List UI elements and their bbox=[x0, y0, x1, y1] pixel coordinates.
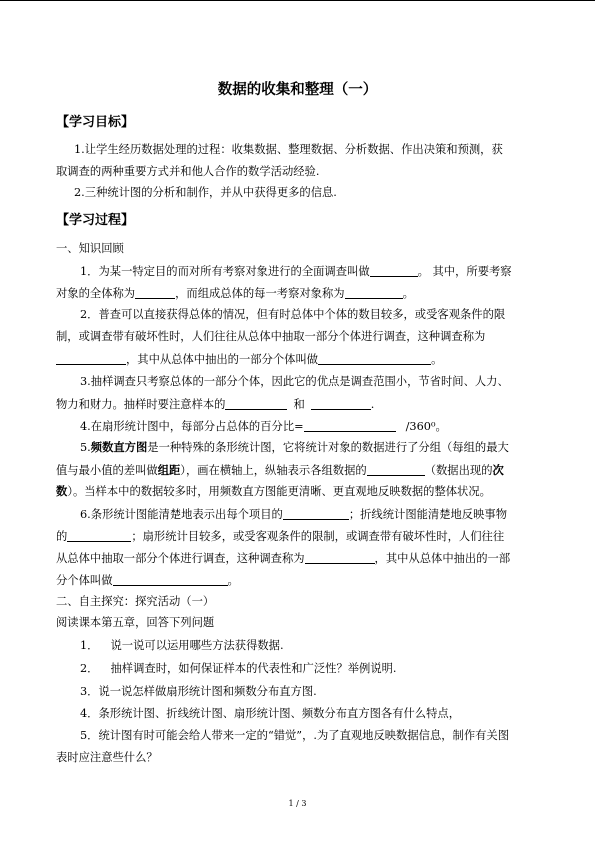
heading-learning-process: 【学习过程】 bbox=[56, 213, 135, 228]
review-q3-line-1: 3.抽样调查只考察总体的一部分个体，因此它的优点是调查范围小，节省时间、人力、 bbox=[80, 375, 509, 388]
section-review-heading: 一、知识回顾 bbox=[56, 242, 124, 255]
explore-item-3: 3．说一说怎样做扇形统计图和频数分布直方图. bbox=[80, 685, 317, 698]
page-number: 1 / 3 bbox=[288, 799, 307, 808]
item-number: 1． bbox=[80, 639, 99, 652]
text: 是一种特殊的条形统计图，它将统计对象的数据进行了分组（每组的最大 bbox=[147, 441, 509, 454]
explore-intro: 阅读课本第五章，回答下列问题 bbox=[56, 616, 215, 629]
text: ，而组成总体的每一考察对象称为 bbox=[175, 287, 345, 300]
explore-item-5-line-2: 表时应注意些什么？ bbox=[56, 751, 158, 764]
text: 物力和财力。抽样时要注意样本的 bbox=[56, 398, 226, 411]
goal-1-line-1: 1.让学生经历数据处理的过程：收集数据、整理数据、分析数据、作出决策和预测，获 bbox=[74, 143, 503, 156]
fill-blank[interactable] bbox=[67, 530, 131, 542]
fill-blank[interactable] bbox=[345, 287, 403, 299]
text: 4.在扇形统计图中，每部分占总体的百分比= bbox=[80, 420, 304, 433]
review-q5-line-2 bbox=[56, 464, 504, 476]
text: 6.条形统计图能清楚地表示出每个项目的 bbox=[80, 508, 283, 521]
review-q2-line-2: 制，或调查带有破坏性时，人们往往从总体中抽取一部分个体进行调查，这种调查称为 bbox=[56, 330, 486, 343]
text: ；扇形统计目较多，或受客观条件的限制，或调查带有破坏性时，人们往往 bbox=[131, 530, 505, 543]
text: 。 bbox=[431, 353, 443, 366]
fill-blank[interactable] bbox=[304, 420, 396, 432]
text: /360⁰。 bbox=[405, 420, 447, 433]
goal-1-line-2: 取调查的两种重要方式并和他人合作的数学活动经验. bbox=[56, 165, 320, 178]
text: （数据出现的 bbox=[424, 464, 493, 477]
review-q6-line-3 bbox=[56, 552, 510, 564]
explore-item-4: 4．条形统计图、折线统计图、扇形统计图、频数分布直方图各有什么特点， bbox=[80, 707, 460, 720]
fill-blank[interactable] bbox=[113, 574, 228, 586]
text: 。 bbox=[402, 287, 414, 300]
text: 的 bbox=[56, 530, 68, 543]
text: 对象的全体称为 bbox=[56, 287, 136, 300]
term-count: 数 bbox=[56, 484, 68, 498]
review-q6-line-4 bbox=[56, 574, 239, 586]
text: 从总体中抽取一部分个体进行调查，这种调查称为 bbox=[56, 552, 305, 565]
fill-blank[interactable] bbox=[370, 265, 418, 277]
fill-blank[interactable] bbox=[56, 353, 126, 365]
item-number: 2． bbox=[80, 662, 99, 675]
text: 。 其中，所要考察 bbox=[417, 265, 512, 278]
text: ，其中从总体中抽出的一部 bbox=[374, 552, 511, 565]
text: ；折线统计图能清楚地反映事物 bbox=[348, 508, 507, 521]
text: 说一说可以运用哪些方法获得数据. bbox=[110, 639, 284, 652]
fill-blank[interactable] bbox=[311, 398, 371, 410]
text: ，其中从总体中抽出的一部分个体叫做 bbox=[126, 353, 319, 366]
text: 1．为某一特定目的而对所有考察对象进行的全面调查叫做 bbox=[80, 265, 370, 278]
text: 。 bbox=[227, 574, 239, 587]
fill-blank[interactable] bbox=[283, 508, 349, 520]
review-q1-line-1 bbox=[80, 265, 512, 277]
text: . bbox=[370, 398, 375, 411]
section-explore-heading: 二、自主探究：探究活动（一） bbox=[56, 595, 215, 608]
text: 值与最小值的差叫做 bbox=[56, 464, 158, 477]
review-q5-line-1 bbox=[80, 442, 509, 453]
text: 5. bbox=[80, 441, 91, 454]
fill-blank[interactable] bbox=[135, 287, 175, 299]
page-title: 数据的收集和整理（一） bbox=[217, 82, 378, 98]
term-count: 次 bbox=[492, 463, 504, 477]
review-q5-line-3 bbox=[56, 486, 491, 497]
fill-blank[interactable] bbox=[318, 353, 431, 365]
text: 和 bbox=[293, 398, 305, 411]
explore-item-5-line-1: 5．统计图有时可能会给人带来一定的“错觉”，.为了直观地反映数据信息，制作有关图 bbox=[80, 729, 510, 742]
text: 抽样调查时，如何保证样本的代表性和广泛性？举例说明. bbox=[110, 662, 397, 675]
explore-item-2 bbox=[80, 663, 397, 674]
text: ），画在横轴上，纵轴表示各组数据的 bbox=[180, 464, 367, 477]
review-q6-line-1 bbox=[80, 508, 507, 520]
review-q1-line-2 bbox=[56, 287, 414, 299]
fill-blank[interactable] bbox=[367, 464, 425, 476]
heading-learning-goals: 【学习目标】 bbox=[56, 115, 135, 130]
explore-item-1 bbox=[80, 640, 284, 651]
review-q3-line-2 bbox=[56, 398, 374, 410]
fill-blank[interactable] bbox=[305, 552, 375, 564]
text: 分个体叫做 bbox=[56, 574, 113, 587]
goal-2: 2.三种统计图的分析和制作，并从中获得更多的信息. bbox=[74, 186, 337, 199]
review-q2-line-3 bbox=[56, 353, 442, 365]
term-frequency-histogram: 频数直方图 bbox=[90, 440, 148, 454]
review-q2-line-1: 2．普查可以直接获得总体的情况，但有时总体中个体的数目较多，或受客观条件的限 bbox=[80, 308, 506, 321]
term-class-interval: 组距 bbox=[157, 463, 181, 477]
review-q6-line-2 bbox=[56, 530, 504, 542]
review-q4 bbox=[80, 420, 447, 432]
text: ）。当样本中的数据较多时，用频数直方图能更清晰、更直观地反映数据的整体状况。 bbox=[67, 485, 491, 498]
fill-blank[interactable] bbox=[225, 398, 287, 410]
top-border-line bbox=[0, 0, 595, 1]
